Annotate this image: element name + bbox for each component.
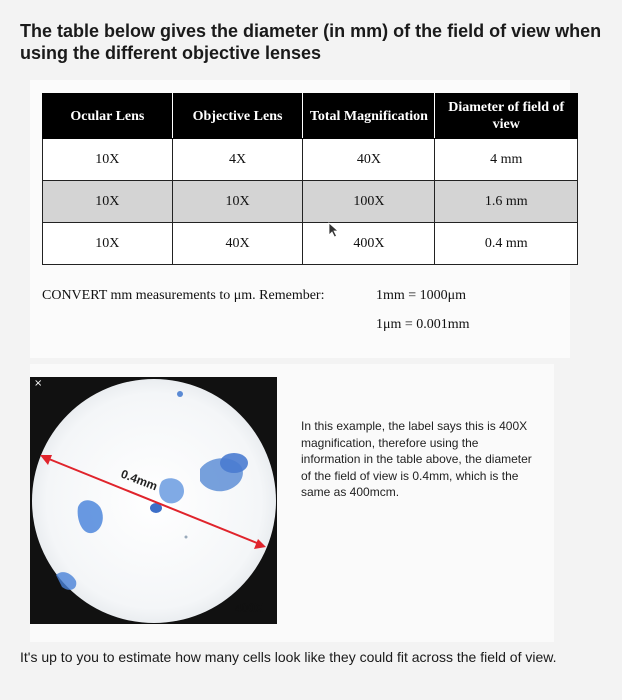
header-objective-lens: Objective Lens — [172, 94, 303, 139]
cell-total-magnification: 100X — [303, 181, 435, 223]
cell-ocular: 10X — [43, 223, 173, 265]
cell-objective: 4X — [172, 139, 303, 181]
microscope-view — [30, 377, 277, 624]
cell-objective: 40X — [172, 223, 303, 265]
cell-objective: 10X — [172, 181, 303, 223]
cell-diameter: 4 mm — [435, 139, 578, 181]
cell-ocular: 10X — [43, 139, 173, 181]
conversion-formula-um: 1μm = 0.001mm — [376, 317, 470, 332]
cell-diameter: 1.6 mm — [435, 181, 578, 223]
page-heading: The table below gives the diameter (in mm) of the field of view when using the different objective lenses — [20, 21, 602, 63]
measure-label: 0.4mm — [118, 466, 160, 494]
cell-total-magnification: 400X — [303, 223, 435, 265]
table-header-row — [43, 94, 578, 139]
header-diameter-field-of-view: Diameter of field of view — [435, 94, 578, 139]
mouse-pointer-icon — [328, 222, 342, 238]
footer-instruction: It's up to you to estimate how many cells look like they could fit across the field of view. — [20, 649, 557, 665]
table-row — [43, 181, 578, 223]
header-total-magnification: Total Magnification — [303, 94, 435, 139]
cell-diameter: 0.4 mm — [435, 223, 578, 265]
cell-ocular: 10X — [43, 181, 173, 223]
close-icon[interactable]: × — [34, 378, 43, 389]
convert-instruction: CONVERT mm measurements to μm. Remember: — [42, 288, 325, 303]
magnification-label: 400X — [235, 601, 264, 615]
example-explanation: In this example, the label says this is 400X magnification, therefore using the information in the table above, the diameter of the field of view is 0.4mm, which is the same as 400mcm. — [301, 419, 532, 499]
conversion-formula-mm: 1mm = 1000μm — [376, 288, 467, 303]
cell-total-magnification: 40X — [303, 139, 435, 181]
table-row — [43, 223, 578, 265]
objective-lens-table — [42, 93, 578, 265]
header-ocular-lens: Ocular Lens — [43, 94, 173, 139]
table-row — [43, 139, 578, 181]
